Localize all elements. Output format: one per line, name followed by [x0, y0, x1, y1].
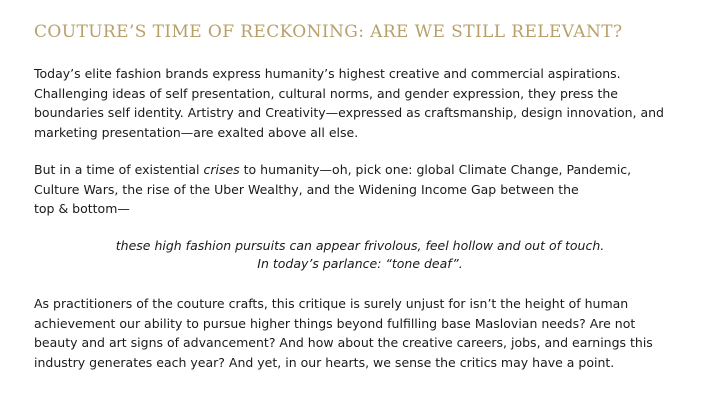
conclusion-line: beauty and art signs of advancement? And how about the creative careers, jobs, and earnings this: [34, 335, 653, 350]
crises-line-end: to humanity—oh, pick one: global Climate Change, Pandemic,: [239, 162, 632, 177]
crises-line: Culture Wars, the rise of the Uber Wealthy, and the Widening Income Gap between the: [34, 181, 579, 197]
crises-line: top & bottom—: [34, 201, 130, 216]
conclusion-paragraph: [34, 294, 684, 372]
crises-emphasis: crises: [203, 162, 240, 177]
intro-paragraph: [34, 64, 684, 142]
conclusion-line: achievement our ability to pursue higher things beyond fulfilling base Maslovian needs? Are not: [34, 315, 636, 331]
quote-line: these high fashion pursuits can appear frivolous, feel hollow and out of touch.: [115, 238, 605, 253]
conclusion-line: As practitioners of the couture crafts, this critique is surely unjust for isn’t the height of human: [34, 296, 629, 311]
crises-paragraph: [34, 160, 684, 219]
intro-line: Challenging ideas of self presentation, cultural norms, and gender expression, they press the: [34, 85, 618, 101]
slide-title: COUTURE’S TIME OF RECKONING: ARE WE STILL RELEVANT?: [34, 22, 623, 42]
intro-line: marketing presentation—are exalted above all else.: [34, 124, 359, 140]
intro-line: boundaries self identity. Artistry and Creativity—expressed as craftsmanship, design innovation, and: [34, 105, 664, 120]
crises-line: [34, 160, 684, 180]
pull-quote: [0, 237, 720, 273]
quote-line: In today’s parlance: “tone deaf”.: [257, 256, 463, 271]
crises-line-start: But in a time of existential: [34, 162, 204, 177]
intro-line: Today’s elite fashion brands express humanity’s highest creative and commercial aspirations.: [34, 66, 621, 81]
conclusion-line: industry generates each year? And yet, in our hearts, we sense the critics may have a point.: [34, 354, 615, 370]
